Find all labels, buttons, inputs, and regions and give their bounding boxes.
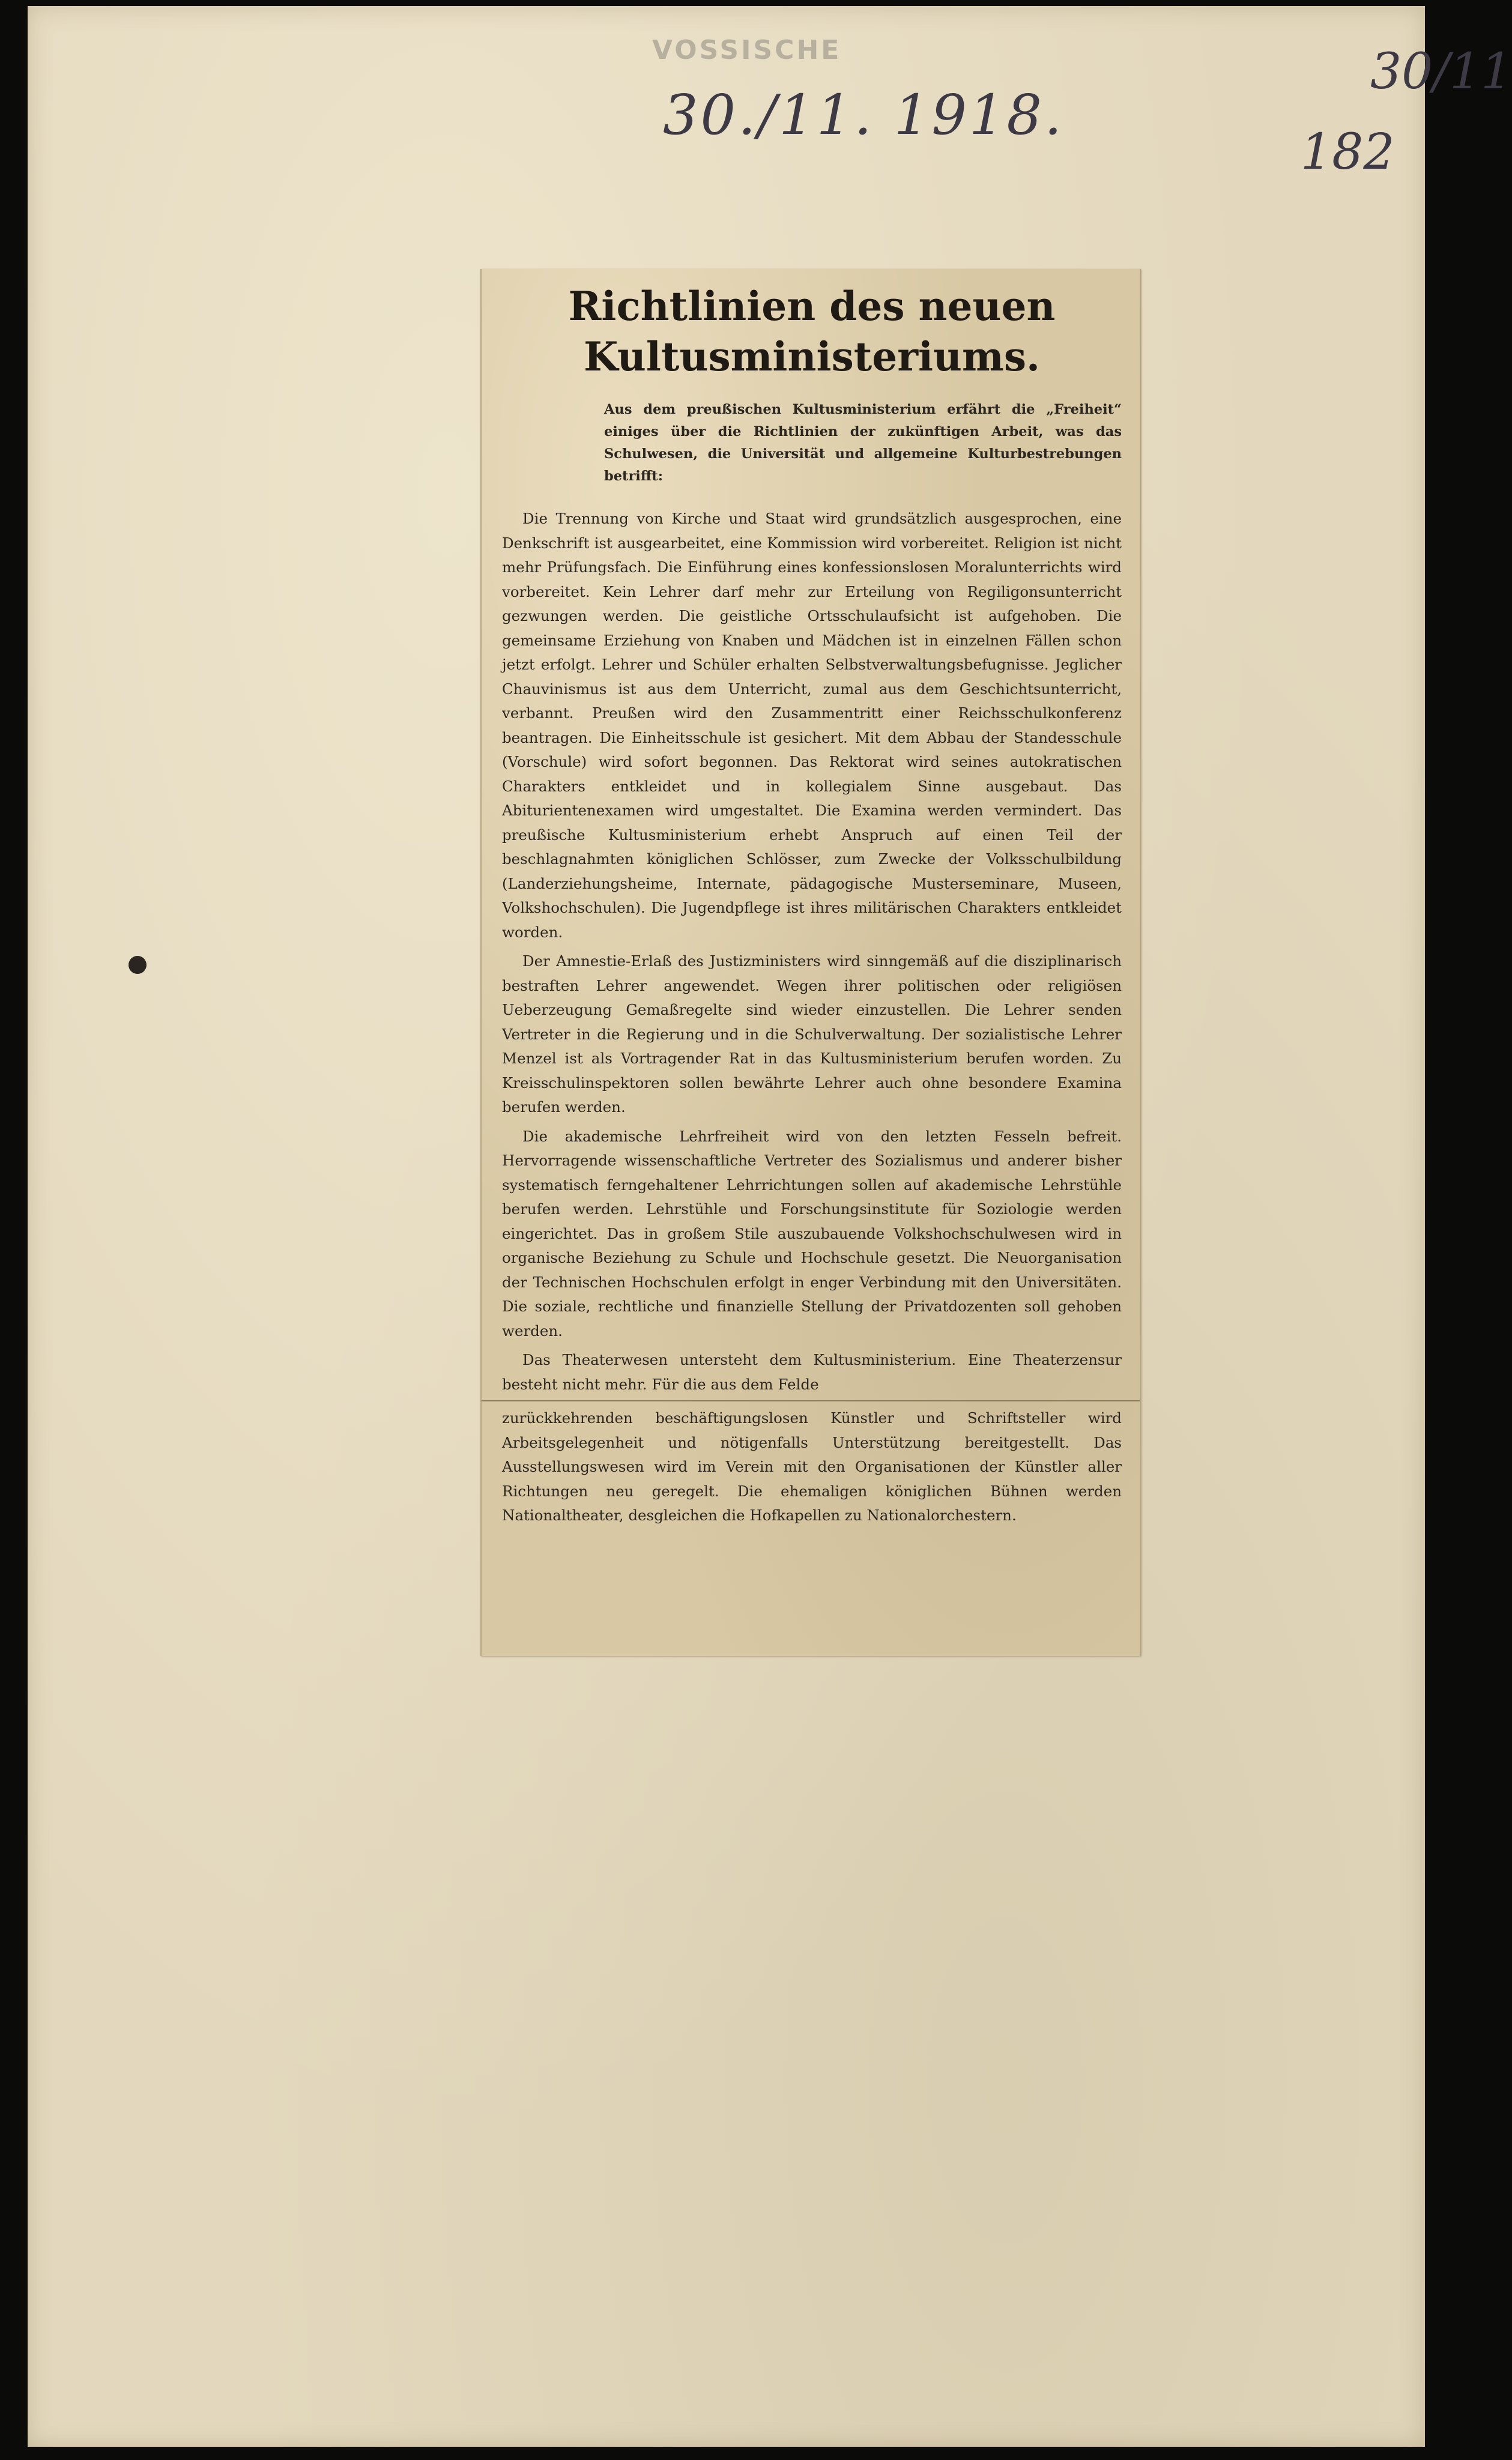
article-intro: Aus dem preußischen Kultusministerium erfährt die „Freiheit“ einiges über die Richtlinien der zukünftigen Arbeit, was das Schulwesen, die Universität und allgemeine Kulturbestrebungen betrifft: [604, 402, 1122, 484]
article-paragraph: Der Amnestie-Erlaß des Justizministers wird sinngemäß auf die disziplinarisch bestraften Lehrer angewendet. Wegen ihrer politischen oder religiösen Ueberzeugung Gemaßregelte sind wieder einzustellen. Die Lehrer senden Vertreter in die Regierung und in die Schulverwaltung. Der sozialistische Lehrer Menzel ist als Vortragender Rat in das Kultusministerium berufen worden. Zu Kreisschulinspektoren sollen bewährte Lehrer auch ohne besondere Examina berufen werden. [502, 952, 1122, 1116]
clipping-seam [482, 1400, 1140, 1401]
handwritten-folio-number: 182 [1301, 124, 1395, 181]
handwritten-folio-date: 30/11 [1370, 43, 1512, 100]
archive-sheet [28, 6, 1512, 2447]
newspaper-clipping [480, 269, 1141, 1656]
handwritten-date: 30./11. 1918. [663, 83, 1065, 147]
punch-hole [129, 956, 147, 974]
article-paragraph: Die akademische Lehrfreiheit wird von den letzten Fesseln befreit. Hervorragende wissenschaftliche Vertreter des Sozialismus und anderer bisher systematisch ferngehaltener Lehrrichtungen sollen auf akademische Lehrstühle berufen werden. Lehrstühle und Forschungsinstitute für Soziologie werden eingerichtet. Das in großem Stile auszubauende Volkshochschulwesen wird in organische Beziehung zu Schule und Hochschule gesetzt. Die Neuorganisation der Technischen Hochschulen erfolgt in enger Verbindung mit den Universitäten. Die soziale, rechtliche und finanzielle Stellung der Privatdozenten soll gehoben werden. [502, 1127, 1122, 1340]
article-headline: Richtlinien des neuen Kultusministeriums. [568, 283, 1056, 380]
article-paragraph: Das Theaterwesen untersteht dem Kultusministerium. Eine Theaterzensur besteht nicht mehr. Für die aus dem Felde [502, 1351, 1122, 1393]
article-paragraph: Die Trennung von Kirche und Staat wird grundsätzlich ausgesprochen, eine Denkschrift ist ausgearbeitet, eine Kommission wird vorbereitet. Religion ist nicht mehr Prüfungsfach. Die Einführung eines konfessionslosen Moralunterrichts wird vorbereitet. Kein Lehrer darf mehr zur Erteilung von Regiligonsunterricht gezwungen werden. Die geistliche Ortsschulaufsicht ist aufgehoben. Die gemeinsame Erziehung von Knaben und Mädchen ist in einzelnen Fällen schon jetzt erfolgt. Lehrer und Schüler erhalten Selbstverwaltungsbefugnisse. Jeglicher Chauvinismus ist aus dem Unterricht, zumal aus dem Geschichtsunterricht, verbannt. Preußen wird den Zusammentritt einer Reichsschulkonferenz beantragen. Die Einheitsschule ist gesichert. Mit dem Abbau der Standesschule (Vorschule) wird sofort begonnen. Das Rektorat wird seines autokratischen Charakters entkleidet und in kollegialem Sinne ausgebaut. Das Abiturientenexamen wird umgestaltet. Die Examina werden vermindert. Das preußische Kultusministerium erhebt Anspruch auf einen Teil der beschlagnahmten königlichen Schlösser, zum Zwecke der Volksschulbildung (Landerziehungsheime, Internate, pädagogische Musterseminare, Museen, Volkshochschulen). Die Jugendpflege ist ihres militärischen Charakters entkleidet worden. [502, 510, 1122, 941]
archive-stamp: VOSSISCHE [652, 35, 842, 65]
article-continuation: zurückkehrenden beschäftigungslosen Künstler und Schriftsteller wird Arbeitsgelegenheit und nötigenfalls Unterstützung bereitgestellt. Das Ausstellungswesen wird im Verein mit den Organisationen der Künstler aller Richtungen neu geregelt. Die ehemaligen königlichen Bühnen werden Nationaltheater, desgleichen die Hofkapellen zu Nationalorchestern. [502, 1409, 1122, 1524]
